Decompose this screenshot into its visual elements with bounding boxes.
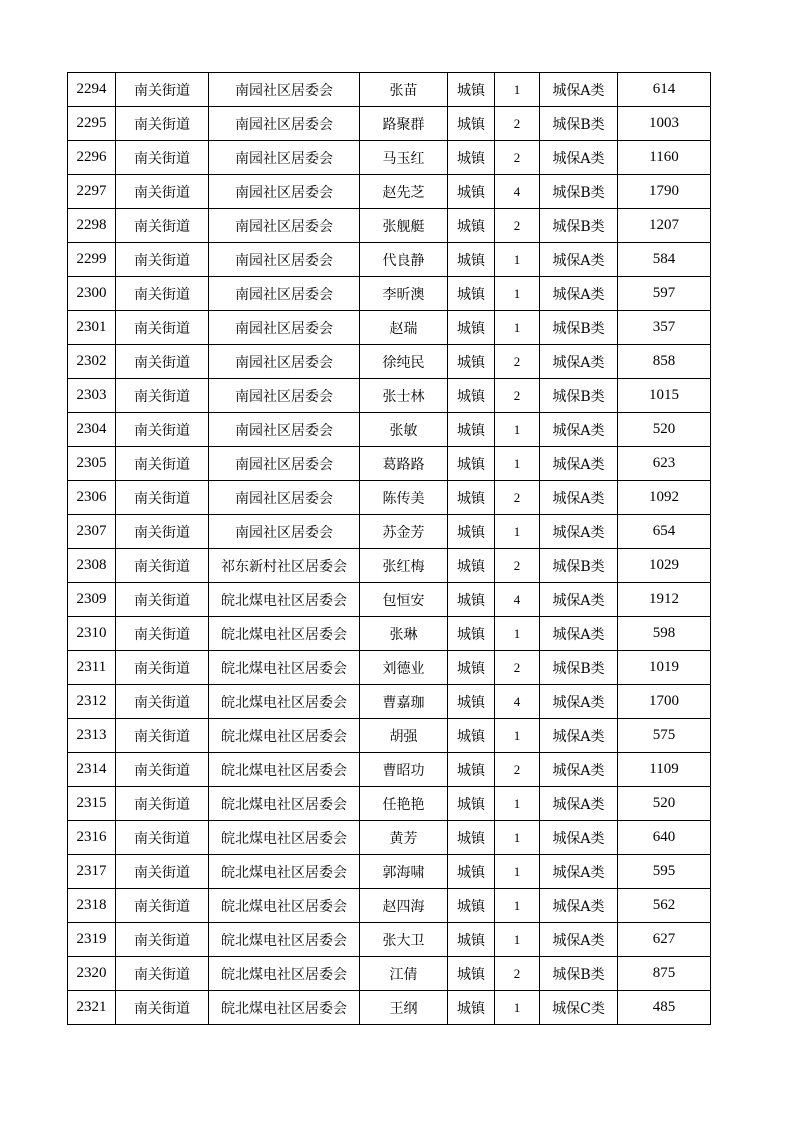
amount-cell: 1790: [618, 175, 711, 209]
community-cell: 皖北煤电社区居委会: [209, 651, 360, 685]
name-cell: 江倩: [360, 957, 448, 991]
street-cell: 南关街道: [116, 481, 209, 515]
street-cell: 南关街道: [116, 515, 209, 549]
serial-number-cell: 2303: [68, 379, 116, 413]
serial-number-cell: 2304: [68, 413, 116, 447]
street-cell: 南关街道: [116, 889, 209, 923]
area-type-cell: 城镇: [448, 481, 495, 515]
category-cell: 城保A类: [540, 481, 618, 515]
street-cell: 南关街道: [116, 73, 209, 107]
subsidy-table: [67, 72, 711, 1025]
community-cell: 皖北煤电社区居委会: [209, 753, 360, 787]
name-cell: 徐纯民: [360, 345, 448, 379]
name-cell: 黄芳: [360, 821, 448, 855]
category-cell: 城保B类: [540, 311, 618, 345]
amount-cell: 875: [618, 957, 711, 991]
category-cell: 城保B类: [540, 107, 618, 141]
household-count-cell: 1: [495, 855, 540, 889]
area-type-cell: 城镇: [448, 73, 495, 107]
serial-number-cell: 2294: [68, 73, 116, 107]
household-count-cell: 1: [495, 889, 540, 923]
name-cell: 赵四海: [360, 889, 448, 923]
street-cell: 南关街道: [116, 787, 209, 821]
street-cell: 南关街道: [116, 209, 209, 243]
name-cell: 曹昭功: [360, 753, 448, 787]
table-row: [68, 311, 711, 345]
name-cell: 胡强: [360, 719, 448, 753]
area-type-cell: 城镇: [448, 753, 495, 787]
household-count-cell: 1: [495, 243, 540, 277]
serial-number-cell: 2309: [68, 583, 116, 617]
name-cell: 王纲: [360, 991, 448, 1025]
amount-cell: 520: [618, 787, 711, 821]
table-row: [68, 889, 711, 923]
serial-number-cell: 2321: [68, 991, 116, 1025]
amount-cell: 357: [618, 311, 711, 345]
area-type-cell: 城镇: [448, 277, 495, 311]
community-cell: 皖北煤电社区居委会: [209, 719, 360, 753]
amount-cell: 597: [618, 277, 711, 311]
amount-cell: 485: [618, 991, 711, 1025]
household-count-cell: 4: [495, 685, 540, 719]
name-cell: 李昕澳: [360, 277, 448, 311]
household-count-cell: 1: [495, 413, 540, 447]
category-cell: 城保C类: [540, 991, 618, 1025]
category-cell: 城保A类: [540, 141, 618, 175]
table-row: [68, 243, 711, 277]
serial-number-cell: 2317: [68, 855, 116, 889]
serial-number-cell: 2306: [68, 481, 116, 515]
serial-number-cell: 2320: [68, 957, 116, 991]
category-cell: 城保A类: [540, 583, 618, 617]
amount-cell: 1109: [618, 753, 711, 787]
community-cell: 南园社区居委会: [209, 311, 360, 345]
household-count-cell: 1: [495, 821, 540, 855]
household-count-cell: 1: [495, 923, 540, 957]
street-cell: 南关街道: [116, 651, 209, 685]
area-type-cell: 城镇: [448, 345, 495, 379]
table-body: [68, 73, 711, 1025]
category-cell: 城保B类: [540, 209, 618, 243]
category-cell: 城保A类: [540, 277, 618, 311]
area-type-cell: 城镇: [448, 583, 495, 617]
name-cell: 曹嘉珈: [360, 685, 448, 719]
community-cell: 皖北煤电社区居委会: [209, 617, 360, 651]
area-type-cell: 城镇: [448, 821, 495, 855]
community-cell: 南园社区居委会: [209, 141, 360, 175]
table-row: [68, 753, 711, 787]
area-type-cell: 城镇: [448, 855, 495, 889]
community-cell: 南园社区居委会: [209, 73, 360, 107]
name-cell: 陈传美: [360, 481, 448, 515]
amount-cell: 640: [618, 821, 711, 855]
street-cell: 南关街道: [116, 107, 209, 141]
area-type-cell: 城镇: [448, 175, 495, 209]
community-cell: 南园社区居委会: [209, 345, 360, 379]
category-cell: 城保A类: [540, 855, 618, 889]
community-cell: 南园社区居委会: [209, 447, 360, 481]
table-row: [68, 413, 711, 447]
household-count-cell: 2: [495, 957, 540, 991]
table-row: [68, 855, 711, 889]
serial-number-cell: 2302: [68, 345, 116, 379]
community-cell: 南园社区居委会: [209, 277, 360, 311]
area-type-cell: 城镇: [448, 787, 495, 821]
area-type-cell: 城镇: [448, 889, 495, 923]
category-cell: 城保B类: [540, 549, 618, 583]
area-type-cell: 城镇: [448, 957, 495, 991]
serial-number-cell: 2308: [68, 549, 116, 583]
table-row: [68, 515, 711, 549]
community-cell: 南园社区居委会: [209, 379, 360, 413]
category-cell: 城保B类: [540, 175, 618, 209]
household-count-cell: 2: [495, 345, 540, 379]
street-cell: 南关街道: [116, 991, 209, 1025]
serial-number-cell: 2296: [68, 141, 116, 175]
serial-number-cell: 2299: [68, 243, 116, 277]
amount-cell: 1003: [618, 107, 711, 141]
table-row: [68, 141, 711, 175]
table-row: [68, 957, 711, 991]
area-type-cell: 城镇: [448, 413, 495, 447]
serial-number-cell: 2298: [68, 209, 116, 243]
amount-cell: 614: [618, 73, 711, 107]
street-cell: 南关街道: [116, 413, 209, 447]
amount-cell: 654: [618, 515, 711, 549]
serial-number-cell: 2301: [68, 311, 116, 345]
community-cell: 皖北煤电社区居委会: [209, 685, 360, 719]
amount-cell: 627: [618, 923, 711, 957]
category-cell: 城保A类: [540, 719, 618, 753]
household-count-cell: 2: [495, 651, 540, 685]
amount-cell: 1015: [618, 379, 711, 413]
street-cell: 南关街道: [116, 549, 209, 583]
amount-cell: 562: [618, 889, 711, 923]
name-cell: 张琳: [360, 617, 448, 651]
area-type-cell: 城镇: [448, 719, 495, 753]
community-cell: 皖北煤电社区居委会: [209, 889, 360, 923]
amount-cell: 623: [618, 447, 711, 481]
street-cell: 南关街道: [116, 821, 209, 855]
street-cell: 南关街道: [116, 379, 209, 413]
area-type-cell: 城镇: [448, 685, 495, 719]
community-cell: 皖北煤电社区居委会: [209, 787, 360, 821]
community-cell: 皖北煤电社区居委会: [209, 583, 360, 617]
category-cell: 城保B类: [540, 379, 618, 413]
name-cell: 路聚群: [360, 107, 448, 141]
amount-cell: 1700: [618, 685, 711, 719]
household-count-cell: 2: [495, 549, 540, 583]
community-cell: 南园社区居委会: [209, 413, 360, 447]
table-row: [68, 175, 711, 209]
name-cell: 苏金芳: [360, 515, 448, 549]
street-cell: 南关街道: [116, 753, 209, 787]
name-cell: 张苗: [360, 73, 448, 107]
table-row: [68, 447, 711, 481]
amount-cell: 1160: [618, 141, 711, 175]
household-count-cell: 1: [495, 447, 540, 481]
amount-cell: 595: [618, 855, 711, 889]
category-cell: 城保A类: [540, 243, 618, 277]
amount-cell: 1912: [618, 583, 711, 617]
household-count-cell: 4: [495, 175, 540, 209]
category-cell: 城保A类: [540, 753, 618, 787]
serial-number-cell: 2307: [68, 515, 116, 549]
table-row: [68, 277, 711, 311]
community-cell: 皖北煤电社区居委会: [209, 957, 360, 991]
street-cell: 南关街道: [116, 141, 209, 175]
street-cell: 南关街道: [116, 719, 209, 753]
community-cell: 皖北煤电社区居委会: [209, 855, 360, 889]
name-cell: 包恒安: [360, 583, 448, 617]
table-row: [68, 923, 711, 957]
street-cell: 南关街道: [116, 311, 209, 345]
name-cell: 任艳艳: [360, 787, 448, 821]
serial-number-cell: 2300: [68, 277, 116, 311]
serial-number-cell: 2297: [68, 175, 116, 209]
community-cell: 皖北煤电社区居委会: [209, 991, 360, 1025]
category-cell: 城保A类: [540, 889, 618, 923]
area-type-cell: 城镇: [448, 923, 495, 957]
table-row: [68, 345, 711, 379]
name-cell: 张舰艇: [360, 209, 448, 243]
area-type-cell: 城镇: [448, 651, 495, 685]
category-cell: 城保A类: [540, 617, 618, 651]
name-cell: 葛路路: [360, 447, 448, 481]
community-cell: 祁东新村社区居委会: [209, 549, 360, 583]
household-count-cell: 2: [495, 481, 540, 515]
name-cell: 张士林: [360, 379, 448, 413]
table-row: [68, 651, 711, 685]
household-count-cell: 2: [495, 107, 540, 141]
category-cell: 城保A类: [540, 345, 618, 379]
street-cell: 南关街道: [116, 617, 209, 651]
community-cell: 南园社区居委会: [209, 515, 360, 549]
area-type-cell: 城镇: [448, 107, 495, 141]
roster-sheet: [67, 72, 711, 1025]
household-count-cell: 1: [495, 787, 540, 821]
serial-number-cell: 2316: [68, 821, 116, 855]
category-cell: 城保A类: [540, 515, 618, 549]
street-cell: 南关街道: [116, 855, 209, 889]
amount-cell: 584: [618, 243, 711, 277]
table-row: [68, 991, 711, 1025]
amount-cell: 1092: [618, 481, 711, 515]
household-count-cell: 4: [495, 583, 540, 617]
serial-number-cell: 2319: [68, 923, 116, 957]
table-row: [68, 73, 711, 107]
area-type-cell: 城镇: [448, 991, 495, 1025]
category-cell: 城保A类: [540, 685, 618, 719]
amount-cell: 598: [618, 617, 711, 651]
street-cell: 南关街道: [116, 447, 209, 481]
area-type-cell: 城镇: [448, 311, 495, 345]
table-row: [68, 549, 711, 583]
serial-number-cell: 2314: [68, 753, 116, 787]
name-cell: 张大卫: [360, 923, 448, 957]
serial-number-cell: 2310: [68, 617, 116, 651]
category-cell: 城保A类: [540, 413, 618, 447]
household-count-cell: 1: [495, 277, 540, 311]
serial-number-cell: 2313: [68, 719, 116, 753]
area-type-cell: 城镇: [448, 243, 495, 277]
name-cell: 赵瑞: [360, 311, 448, 345]
category-cell: 城保A类: [540, 447, 618, 481]
amount-cell: 1207: [618, 209, 711, 243]
category-cell: 城保A类: [540, 73, 618, 107]
serial-number-cell: 2295: [68, 107, 116, 141]
community-cell: 皖北煤电社区居委会: [209, 923, 360, 957]
household-count-cell: 1: [495, 617, 540, 651]
area-type-cell: 城镇: [448, 379, 495, 413]
household-count-cell: 1: [495, 515, 540, 549]
street-cell: 南关街道: [116, 583, 209, 617]
area-type-cell: 城镇: [448, 549, 495, 583]
serial-number-cell: 2305: [68, 447, 116, 481]
amount-cell: 520: [618, 413, 711, 447]
amount-cell: 1019: [618, 651, 711, 685]
table-row: [68, 719, 711, 753]
table-row: [68, 209, 711, 243]
table-row: [68, 583, 711, 617]
household-count-cell: 2: [495, 753, 540, 787]
amount-cell: 575: [618, 719, 711, 753]
table-row: [68, 685, 711, 719]
street-cell: 南关街道: [116, 923, 209, 957]
area-type-cell: 城镇: [448, 447, 495, 481]
amount-cell: 1029: [618, 549, 711, 583]
area-type-cell: 城镇: [448, 515, 495, 549]
table-row: [68, 379, 711, 413]
community-cell: 皖北煤电社区居委会: [209, 821, 360, 855]
community-cell: 南园社区居委会: [209, 209, 360, 243]
street-cell: 南关街道: [116, 345, 209, 379]
community-cell: 南园社区居委会: [209, 481, 360, 515]
community-cell: 南园社区居委会: [209, 243, 360, 277]
household-count-cell: 2: [495, 209, 540, 243]
street-cell: 南关街道: [116, 243, 209, 277]
household-count-cell: 1: [495, 991, 540, 1025]
household-count-cell: 2: [495, 379, 540, 413]
community-cell: 南园社区居委会: [209, 107, 360, 141]
serial-number-cell: 2318: [68, 889, 116, 923]
area-type-cell: 城镇: [448, 141, 495, 175]
name-cell: 张红梅: [360, 549, 448, 583]
amount-cell: 858: [618, 345, 711, 379]
name-cell: 张敏: [360, 413, 448, 447]
name-cell: 刘德业: [360, 651, 448, 685]
category-cell: 城保A类: [540, 821, 618, 855]
category-cell: 城保B类: [540, 651, 618, 685]
street-cell: 南关街道: [116, 685, 209, 719]
name-cell: 赵先芝: [360, 175, 448, 209]
serial-number-cell: 2311: [68, 651, 116, 685]
category-cell: 城保A类: [540, 923, 618, 957]
community-cell: 南园社区居委会: [209, 175, 360, 209]
category-cell: 城保B类: [540, 957, 618, 991]
street-cell: 南关街道: [116, 277, 209, 311]
street-cell: 南关街道: [116, 175, 209, 209]
street-cell: 南关街道: [116, 957, 209, 991]
household-count-cell: 2: [495, 141, 540, 175]
category-cell: 城保A类: [540, 787, 618, 821]
table-row: [68, 787, 711, 821]
serial-number-cell: 2312: [68, 685, 116, 719]
household-count-cell: 1: [495, 73, 540, 107]
table-row: [68, 617, 711, 651]
name-cell: 郭海啸: [360, 855, 448, 889]
name-cell: 马玉红: [360, 141, 448, 175]
serial-number-cell: 2315: [68, 787, 116, 821]
household-count-cell: 1: [495, 719, 540, 753]
table-row: [68, 481, 711, 515]
area-type-cell: 城镇: [448, 209, 495, 243]
table-row: [68, 107, 711, 141]
household-count-cell: 1: [495, 311, 540, 345]
area-type-cell: 城镇: [448, 617, 495, 651]
table-row: [68, 821, 711, 855]
name-cell: 代良静: [360, 243, 448, 277]
